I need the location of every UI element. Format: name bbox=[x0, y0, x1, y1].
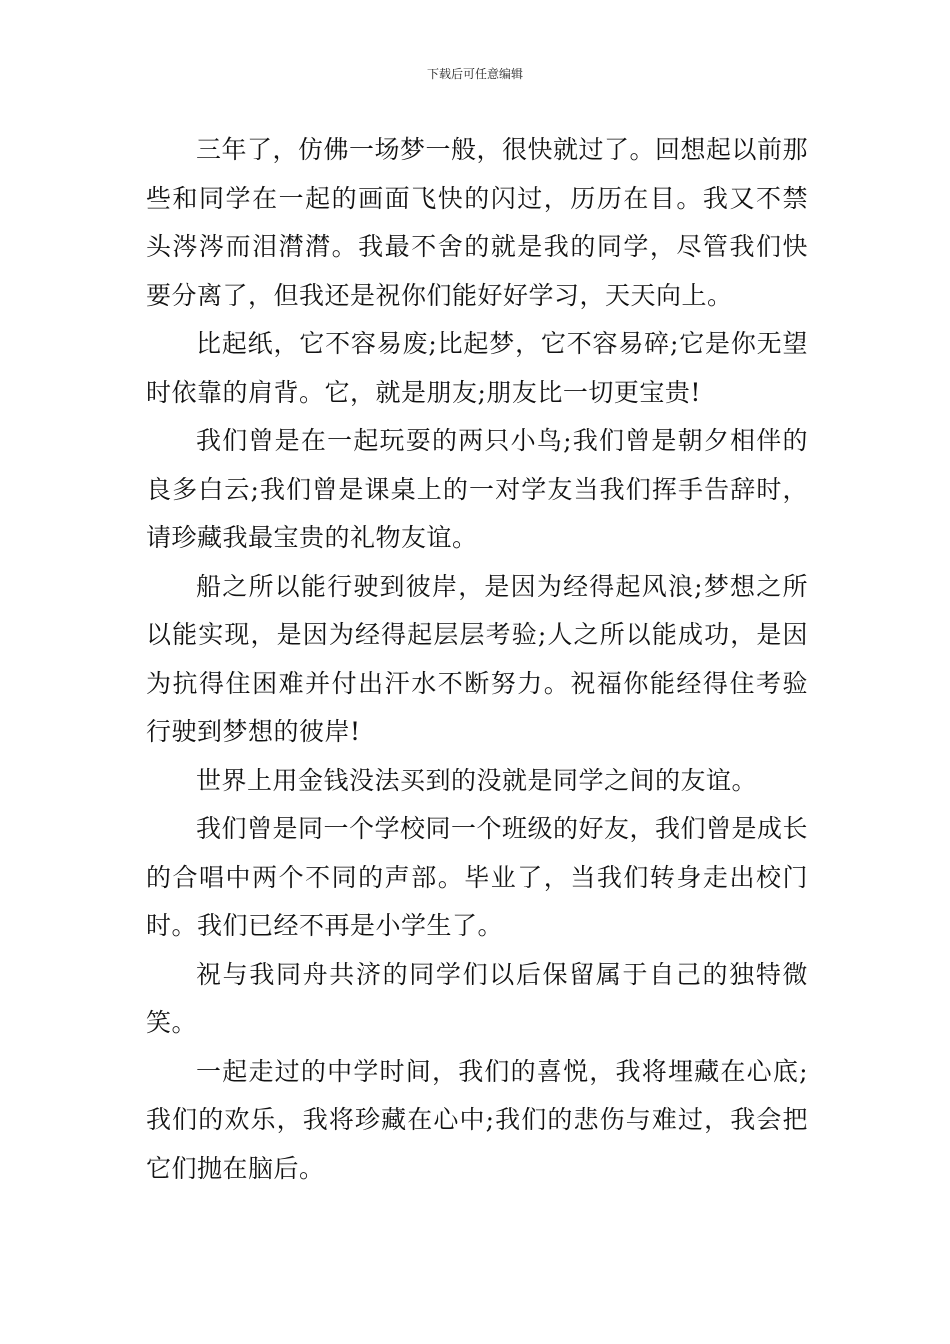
paragraph-5: 世界上用金钱没法买到的没就是同学之间的友谊。 bbox=[196, 765, 758, 795]
paragraph-3: 我们曾是在一起玩耍的两只小鸟;我们曾是朝夕相伴的良多白云;我们曾是课桌上的一对学友当我们挥手告辞时，请珍藏我最宝贵的礼物友谊。 bbox=[146, 426, 808, 552]
paragraph-6: 我们曾是同一个学校同一个班级的好友，我们曾是成长的合唱中两个不同的声部。毕业了，当我们转身走出校门时。我们已经不再是小学生了。 bbox=[146, 814, 809, 940]
document-body bbox=[146, 126, 808, 1193]
header-note: 下载后可任意编辑 bbox=[426, 67, 523, 81]
paragraph-7: 祝与我同舟共济的同学们以后保留属于自己的独特微笑。 bbox=[146, 959, 808, 1037]
paragraph-1: 三年了，仿佛一场梦一般，很快就过了。回想起以前那些和同学在一起的画面飞快的闪过，历历在目。我又不禁头涔涔而泪潸潸。我最不舍的就是我的同学，尽管我们快要分离了，但我还是祝你们能好好学习，天天向上。 bbox=[146, 135, 809, 310]
paragraph-8: 一起走过的中学时间，我们的喜悦，我将埋藏在心底;我们的欢乐，我将珍藏在心中;我们的悲伤与难过，我会把它们抛在脑后。 bbox=[146, 1056, 808, 1183]
paragraph-2: 比起纸，它不容易废;比起梦，它不容易碎;它是你无望时依靠的肩背。它，就是朋友;朋友比一切更宝贵! bbox=[146, 329, 808, 407]
paragraph-4: 船之所以能行驶到彼岸，是因为经得起风浪;梦想之所以能实现，是因为经得起层层考验;人之所以能成功，是因为抗得住困难并付出汗水不断努力。祝福你能经得住考验行驶到梦想的彼岸! bbox=[146, 571, 808, 746]
